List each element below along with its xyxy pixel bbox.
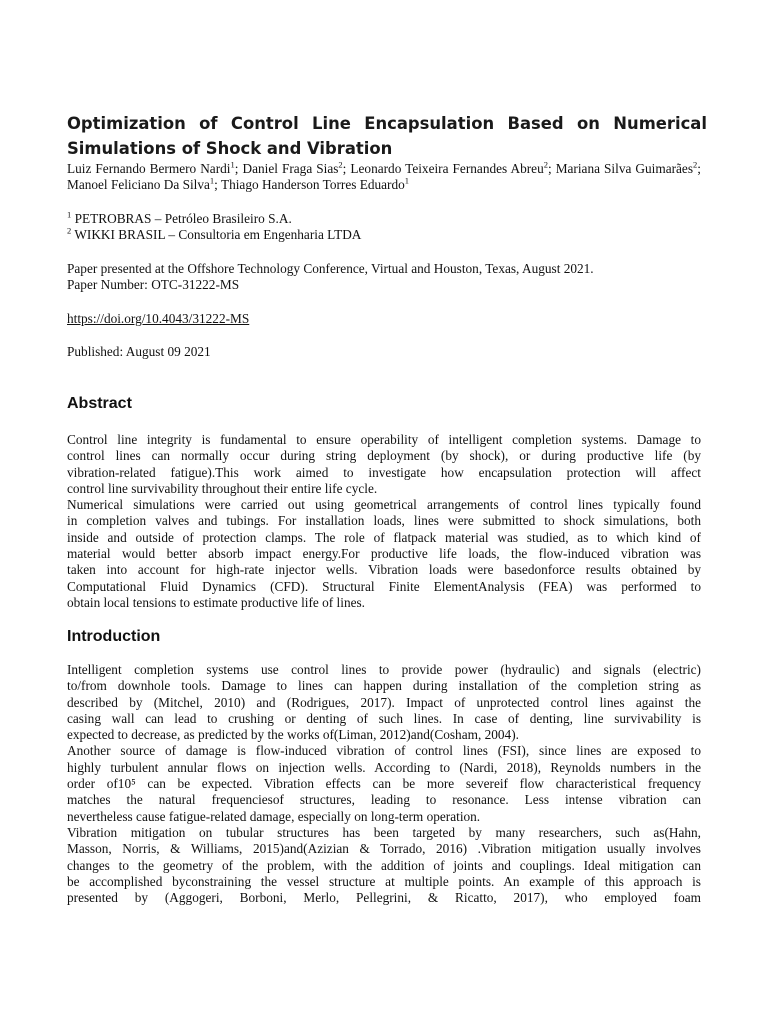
author-name: Mariana Silva Guimarães bbox=[555, 161, 693, 176]
text-line: presented by (Aggogeri, Borboni, Merlo, Pellegrini, & Ricatto, 2017), who employed foam bbox=[67, 890, 701, 906]
affiliation-text: WIKKI BRASIL – Consultoria em Engenharia LTDA bbox=[74, 227, 362, 242]
text-line: Computational Fluid Dynamics (CFD). Structural Finite ElementAnalysis (FEA) was performed to bbox=[67, 578, 701, 594]
author-affiliation-mark: 2 bbox=[338, 159, 343, 170]
text-line: Numerical simulations were carried out using geometrical arrangements of control lines typically found bbox=[67, 497, 701, 513]
text-line: taken into account for high-rate injector wells. Vibration loads were basedonforce results obtained by bbox=[67, 562, 701, 578]
affiliation-text: PETROBRAS – Petróleo Brasileiro S.A. bbox=[74, 211, 292, 226]
affiliation-2 bbox=[67, 227, 701, 243]
introduction-text bbox=[67, 662, 701, 906]
author-affiliation-mark: 2 bbox=[543, 159, 548, 170]
author-name: Leonardo Teixeira Fernandes Abreu bbox=[350, 161, 544, 176]
text-line: Intelligent completion systems use control lines to provide power (hydraulic) and signals (electric) bbox=[67, 662, 701, 677]
author-affiliation-mark: 1 bbox=[209, 175, 215, 186]
author-name: Daniel Fraga Sias bbox=[242, 161, 339, 176]
author-affiliation-mark: 2 bbox=[693, 159, 698, 170]
text-line: Masson, Norris, & Williams, 2015)and(Azizian & Torrado, 2016) .Vibration mitigation usually involves bbox=[67, 841, 701, 857]
text-line: highly turbulent annular flows on injection wells. According to (Nardi, 2018), Reynolds numbers in the bbox=[67, 759, 701, 775]
text-line: changes to the geometry of the problem, with the addition of joints and couplings. Ideal mitigation can bbox=[67, 857, 701, 873]
paper-number: Paper Number: OTC-31222-MS bbox=[67, 277, 240, 292]
text-line: expected to decrease, as predicted by the works of(Liman, 2012)and(Cosham, 2004). bbox=[67, 727, 519, 743]
text-line: control line survivability throughout their entire life cycle. bbox=[67, 480, 378, 496]
text-line: in completion valves and tubings. For installation loads, lines were submitted to shock simulations, both bbox=[67, 513, 701, 529]
affiliation-number: 2 bbox=[67, 225, 72, 236]
text-line: to/from downhole tools. Damage to lines can happen during installation of the completion string as bbox=[67, 678, 701, 694]
author-affiliation-mark: 1 bbox=[230, 159, 235, 170]
author-name: Thiago Handerson Torres Eduardo bbox=[220, 177, 405, 193]
doi-link-wrapper bbox=[67, 311, 701, 327]
text-line: described by (Mitchel, 2010) and (Rodrigues, 2017). Impact of unprotected control lines against the bbox=[67, 694, 701, 710]
author-affiliation-mark: 1 bbox=[404, 175, 410, 186]
text-line: material would better absorb impact energy.For productive life loads, the flow-induced vibration was bbox=[67, 546, 701, 562]
affiliation-1 bbox=[67, 211, 701, 227]
abstract-heading: Abstract bbox=[67, 395, 132, 412]
text-line: matches the natural frequenciesof structures, leading to resonance. Less intense vibration can bbox=[67, 792, 701, 808]
author-name: Luiz Fernando Bermero Nardi bbox=[67, 161, 231, 176]
author-list: Luiz Fernando Bermero Nardi$^1$; Daniel Fraga Sias$^2$; Leonardo Teixeira Fernandes Abreu$^2$; Mariana Silva Guimarães$^2$; Manoel Feliciano Da Silva$^1$; Thiago Handerson Torres Eduardo$^1$ bbox=[67, 159, 701, 193]
abstract-text bbox=[67, 432, 701, 611]
author-name: Manoel Feliciano Da Silva bbox=[67, 177, 210, 193]
text-line: Vibration mitigation on tubular structures has been targeted by many researchers, such as(Hahn, bbox=[67, 824, 701, 840]
text-line: be accomplished byconstraining the vessel structure at multiple points. An example of this approach is bbox=[67, 873, 701, 889]
introduction-heading: Introduction bbox=[67, 628, 161, 645]
text-line: control lines can normally occur during string deployment (by shock), or during productive life (by bbox=[67, 448, 701, 464]
presentation-note: Paper presented at the Offshore Technology Conference, Virtual and Houston, Texas, August 2021. bbox=[67, 261, 594, 276]
text-line: casing wall can lead to crushing or denting of such lines. In case of denting, line survivability is bbox=[67, 710, 701, 726]
published-date: Published: August 09 2021 bbox=[67, 344, 211, 359]
text-line: vibration-related fatigue).This work aimed to investigate how encapsulation protection will affect bbox=[67, 464, 701, 480]
text-line: order of10⁵ can be expected. Vibration effects can be more severeif flow characteristical frequency bbox=[67, 776, 701, 792]
paper-title: Optimization of Control Line Encapsulation Based on Numerical Simulations of Shock and Vibration bbox=[67, 114, 707, 158]
doi-link[interactable]: https://doi.org/10.4043/31222-MS bbox=[67, 311, 250, 326]
affiliation-number: 1 bbox=[67, 209, 72, 220]
text-line: inside and outside of protection clamps. The role of flatpack material was studied, as to which kind of bbox=[67, 529, 701, 545]
text-line: nevertheless cause fatigue-related damage, especially on long-term operation. bbox=[67, 808, 481, 824]
text-line: Another source of damage is flow-induced vibration of control lines (FSI), since lines are exposed to bbox=[67, 743, 701, 759]
text-line: Control line integrity is fundamental to ensure operability of intelligent completion systems. Damage to bbox=[67, 432, 701, 447]
text-line: obtain local tensions to estimate productive life of lines. bbox=[67, 594, 365, 610]
